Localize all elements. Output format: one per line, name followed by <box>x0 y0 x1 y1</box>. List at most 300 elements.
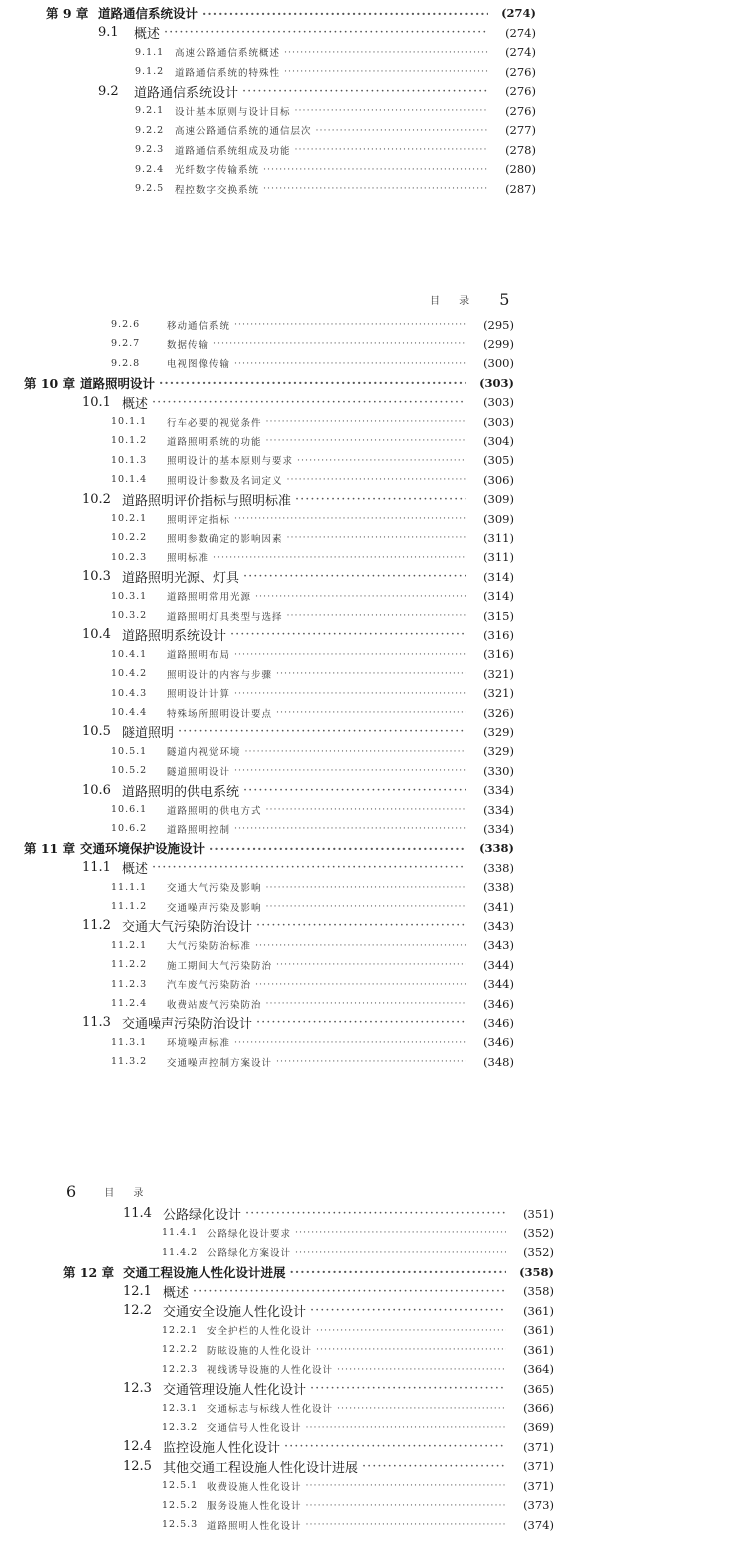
dot-leader <box>266 901 466 912</box>
dot-leader <box>295 105 488 116</box>
entry-page-number: (358) <box>519 1264 554 1279</box>
dot-leader <box>242 84 488 99</box>
entry-number: 11.1.2 <box>111 901 148 912</box>
entry-title: 照明标准 <box>167 553 210 565</box>
entry-page-number: (361) <box>523 1342 554 1357</box>
dot-leader <box>284 47 488 58</box>
toc-entry-sec[interactable] <box>82 568 514 586</box>
entry-title: 交通安全设施人性化设计 <box>163 1305 307 1321</box>
toc-entry-sub[interactable] <box>111 1033 514 1051</box>
entry-number: 11.2 <box>82 918 111 934</box>
entry-page-number: (364) <box>523 1362 554 1377</box>
entry-title: 照明评定指标 <box>167 514 231 526</box>
entry-number: 11.1.1 <box>111 881 148 893</box>
toc-entry-sub[interactable] <box>111 956 514 974</box>
toc-entry-sec[interactable] <box>98 24 536 42</box>
entry-page-number: (343) <box>483 918 514 933</box>
toc-entry-sec[interactable] <box>82 781 514 799</box>
dot-leader <box>287 532 466 543</box>
entry-title: 道路照明布局 <box>167 650 231 662</box>
entry-number: 9.2.6 <box>111 319 141 330</box>
entry-number: 10.2.2 <box>111 532 148 544</box>
dot-leader <box>266 804 466 815</box>
dot-leader <box>337 1364 506 1375</box>
entry-page-number: (369) <box>523 1420 554 1435</box>
dot-leader <box>243 783 466 798</box>
entry-number: 10.4.4 <box>111 707 148 718</box>
toc-entry-sec[interactable] <box>82 859 514 877</box>
entry-page-number: (278) <box>505 142 536 157</box>
entry-page-number: (374) <box>523 1517 554 1532</box>
entry-title: 隧道照明设计 <box>167 766 231 778</box>
dot-leader <box>297 455 466 466</box>
dot-leader <box>310 1381 506 1396</box>
entry-page-number: (338) <box>483 860 514 875</box>
toc-entry-sub[interactable] <box>111 471 514 489</box>
entry-title: 道路照明系统的功能 <box>167 436 262 448</box>
toc-entry-sub[interactable] <box>162 1321 554 1339</box>
dot-leader <box>234 513 466 524</box>
toc-entry-sub[interactable] <box>111 820 514 838</box>
dot-leader <box>276 707 466 718</box>
toc-entry-sec[interactable] <box>82 393 514 411</box>
dot-leader <box>276 959 466 970</box>
dot-leader <box>284 66 488 77</box>
toc-entry-sub[interactable] <box>111 762 514 780</box>
toc-entry-sub[interactable] <box>162 1341 554 1359</box>
toc-entry-sec[interactable] <box>123 1380 554 1398</box>
header-label: 目 录 <box>430 296 478 307</box>
entry-title: 隧道照明 <box>122 726 175 742</box>
entry-number: 10.4.3 <box>111 687 148 699</box>
entry-number: 第 9 章 <box>46 6 89 22</box>
toc-entry-sec[interactable] <box>123 1302 554 1320</box>
entry-number: 第 12 章 <box>63 1264 115 1280</box>
dot-leader <box>213 338 466 349</box>
entry-number: 第 11 章 <box>24 841 76 857</box>
entry-number: 第 10 章 <box>24 375 76 391</box>
entry-page-number: (330) <box>483 763 514 778</box>
toc-entry-sub[interactable] <box>111 316 514 334</box>
entry-title: 道路照明的供电方式 <box>167 805 262 817</box>
entry-title: 概述 <box>122 862 149 878</box>
entry-title: 照明设计的内容与步骤 <box>167 669 273 681</box>
dot-leader <box>234 1037 466 1048</box>
entry-title: 环境噪声标准 <box>167 1038 231 1050</box>
dot-leader <box>255 591 466 602</box>
toc-entry-sub[interactable] <box>111 645 514 663</box>
entry-page-number: (276) <box>505 103 536 118</box>
entry-title: 道路照明控制 <box>167 824 231 836</box>
entry-page-number: (305) <box>483 453 514 468</box>
dot-leader <box>245 746 466 757</box>
dot-leader <box>337 1403 506 1414</box>
toc-entry-sub[interactable] <box>111 936 514 954</box>
entry-page-number: (346) <box>483 1015 514 1030</box>
entry-number: 9.2.7 <box>111 338 141 350</box>
toc-entry-sub[interactable] <box>135 43 536 61</box>
entry-title: 视线诱导设施的人性化设计 <box>207 1365 334 1377</box>
entry-number: 11.4.2 <box>162 1246 199 1258</box>
entry-number: 12.3.1 <box>162 1402 199 1414</box>
toc-entry-chap[interactable] <box>24 374 514 392</box>
toc-entry-chap[interactable] <box>46 4 536 22</box>
toc-entry-sub[interactable] <box>135 180 536 198</box>
entry-number: 10.2.1 <box>111 513 148 524</box>
entry-number: 10.2.3 <box>111 551 148 563</box>
entry-page-number <box>492 0 536 1</box>
entry-number: 12.2.2 <box>162 1344 199 1356</box>
entry-title: 道路通信系统设计 <box>98 6 199 22</box>
toc-entry-sub[interactable] <box>111 801 514 819</box>
entry-page-number: (309) <box>483 511 514 526</box>
toc-entry-sub[interactable] <box>111 335 514 353</box>
toc-entry-sub[interactable] <box>111 548 514 566</box>
entry-title: 汽车废气污染防治 <box>167 980 252 992</box>
entry-page-number: (348) <box>483 1054 514 1069</box>
entry-number: 10.1 <box>82 394 111 410</box>
entry-title: 安全护栏的人性化设计 <box>207 1326 313 1338</box>
dot-leader <box>255 940 466 951</box>
dot-leader <box>245 1206 506 1221</box>
toc-entry-sub[interactable] <box>111 742 514 760</box>
entry-number: 9.1.1 <box>135 46 165 58</box>
dot-leader <box>287 474 466 485</box>
entry-title: 监控设施人性化设计 <box>163 1441 281 1457</box>
entry-page-number: (299) <box>483 336 514 351</box>
dot-leader <box>234 358 466 369</box>
dot-leader <box>362 1459 506 1474</box>
page-header <box>430 290 509 309</box>
entry-number: 11.2.2 <box>111 959 148 971</box>
dot-leader <box>234 765 466 776</box>
entry-title: 道路照明评价指标与照明标准 <box>122 493 292 509</box>
entry-title: 道路照明的供电系统 <box>122 784 240 800</box>
entry-title: 高速公路通信系统概述 <box>175 48 281 60</box>
entry-number: 10.5.1 <box>111 745 148 757</box>
toc-entry-sub[interactable] <box>111 413 514 431</box>
entry-page-number: (303) <box>483 414 514 429</box>
dot-leader <box>266 882 466 893</box>
entry-page-number: (276) <box>505 64 536 79</box>
toc-entry-sub[interactable] <box>135 102 536 120</box>
dot-leader <box>202 6 488 21</box>
entry-page-number: (344) <box>483 957 514 972</box>
entry-number: 10.6 <box>82 782 111 798</box>
entry-title: 施工期间大气污染防治 <box>167 960 273 972</box>
entry-page-number: (304) <box>483 433 514 448</box>
dot-leader <box>266 435 466 446</box>
entry-page-number: (371) <box>523 1439 554 1454</box>
entry-page-number: (295) <box>483 317 514 332</box>
entry-page-number: (316) <box>483 647 514 662</box>
entry-page-number: (309) <box>483 492 514 507</box>
toc-entry-sec[interactable] <box>123 1457 554 1475</box>
entry-page-number: (311) <box>483 550 514 565</box>
dot-leader <box>290 1264 506 1279</box>
toc-entry-sub[interactable] <box>111 995 514 1013</box>
entry-number: 9.2.4 <box>135 163 165 175</box>
entry-title: 大气污染防治标准 <box>167 941 252 953</box>
entry-page-number: (274) <box>501 6 536 21</box>
entry-number: 11.2.3 <box>111 978 148 990</box>
entry-number: 11.3.1 <box>111 1036 148 1048</box>
toc-entry-sec[interactable] <box>82 490 514 508</box>
toc-entry-sub[interactable] <box>135 0 536 3</box>
toc-entry-sub[interactable] <box>111 529 514 547</box>
toc-entry-sub[interactable] <box>111 684 514 702</box>
entry-page-number: (274) <box>505 25 536 40</box>
entry-title: 概述 <box>122 396 149 412</box>
toc-entry-sub[interactable] <box>135 141 536 159</box>
entry-page-number: (338) <box>483 880 514 895</box>
entry-page-number: (334) <box>483 802 514 817</box>
entry-number: 12.2 <box>123 1303 152 1319</box>
entry-number: 9.1.2 <box>135 66 165 78</box>
entry-page-number: (287) <box>505 181 536 196</box>
entry-page-number: (361) <box>523 1323 554 1338</box>
dot-leader <box>284 1439 506 1454</box>
dot-leader <box>306 1500 506 1511</box>
entry-title: 道路通信系统设计 <box>134 85 239 101</box>
entry-page-number: (303) <box>483 395 514 410</box>
dot-leader <box>263 164 488 175</box>
toc-entry-sub[interactable] <box>111 587 514 605</box>
toc-entry-sub[interactable] <box>111 975 514 993</box>
toc-entry-sub[interactable] <box>111 432 514 450</box>
entry-page-number: (351) <box>523 1206 554 1221</box>
entry-number: 10.1.3 <box>111 454 148 466</box>
dot-leader <box>276 668 466 679</box>
entry-number: 12.2.3 <box>162 1363 199 1375</box>
entry-number: 10.3 <box>82 569 111 585</box>
entry-title: 其他交通工程设施人性化设计进展 <box>163 1460 359 1476</box>
toc-entry-sub[interactable] <box>135 121 536 139</box>
entry-page-number: (311) <box>483 530 514 545</box>
entry-title: 交通工程设施人性化设计进展 <box>123 1264 286 1280</box>
entry-number: 11.3.2 <box>111 1056 148 1068</box>
entry-title: 照明设计参数及名词定义 <box>167 475 283 487</box>
dot-leader <box>295 144 488 155</box>
dot-leader <box>306 1519 506 1530</box>
toc-entry-sub[interactable] <box>162 1360 554 1378</box>
entry-title: 道路照明系统设计 <box>122 629 227 645</box>
toc-entry-sub[interactable] <box>162 1516 554 1534</box>
toc-entry-sub[interactable] <box>111 510 514 528</box>
dot-leader <box>306 1480 506 1491</box>
dot-leader <box>230 627 466 642</box>
entry-title: 交通管理设施人性化设计 <box>163 1383 307 1399</box>
toc-entry-sec[interactable] <box>82 626 514 644</box>
dot-leader <box>316 1325 506 1336</box>
entry-page-number: (300) <box>483 356 514 371</box>
dot-leader <box>316 1344 506 1355</box>
dot-leader <box>306 1422 506 1433</box>
entry-page-number: (352) <box>523 1245 554 1260</box>
entry-title: 道路通信系统组成及功能 <box>175 145 291 157</box>
entry-number: 9.2.3 <box>135 144 165 156</box>
entry-page-number: (315) <box>483 608 514 623</box>
entry-page-number: (277) <box>505 123 536 138</box>
entry-title: 光纤数字传输系统 <box>175 165 260 177</box>
toc-entry-sub[interactable] <box>135 63 536 81</box>
entry-title: 高速公路通信系统的通信层次 <box>175 126 312 138</box>
entry-title: 交通噪声污染防治设计 <box>122 1017 253 1033</box>
entry-number: 9.2.8 <box>111 357 141 369</box>
toc-entry-sub[interactable] <box>111 704 514 722</box>
entry-title: 概述 <box>163 1285 190 1301</box>
entry-title: 照明参数确定的影响因素 <box>167 533 283 545</box>
entry-page-number: (352) <box>523 1225 554 1240</box>
entry-title: 数据传输 <box>167 339 210 351</box>
toc-entry-sub[interactable] <box>162 1399 554 1417</box>
entry-page-number: (358) <box>523 1284 554 1299</box>
entry-page-number: (371) <box>523 1459 554 1474</box>
entry-page-number: (329) <box>483 724 514 739</box>
dot-leader <box>295 1247 506 1258</box>
entry-title: 概述 <box>134 27 161 43</box>
toc-entry-sub[interactable] <box>111 898 514 916</box>
entry-page-number: (334) <box>483 821 514 836</box>
entry-number: 10.5.2 <box>111 765 148 777</box>
entry-title: 道路照明常用光源 <box>167 592 252 604</box>
dot-leader <box>234 688 466 699</box>
entry-title: 交通环境保护设施设计 <box>80 841 206 857</box>
entry-page-number: (371) <box>523 1478 554 1493</box>
entry-number: 11.4.1 <box>162 1227 199 1239</box>
entry-number: 10.5 <box>82 724 111 740</box>
toc-page-6 <box>0 1170 750 1546</box>
entry-title: 道路照明设计 <box>80 375 156 391</box>
entry-title: 公路绿化设计要求 <box>207 1228 292 1240</box>
toc-entry-sub[interactable] <box>162 1496 554 1514</box>
entry-page-number: (326) <box>483 705 514 720</box>
toc-page-5 <box>0 280 750 1100</box>
entry-page-number: (274) <box>505 45 536 60</box>
entry-number: 9.2.1 <box>135 105 165 117</box>
dot-leader <box>263 183 488 194</box>
entry-page-number: (314) <box>483 589 514 604</box>
entry-number: 9.2 <box>98 83 119 99</box>
entry-title: 交通大气污染防治设计 <box>122 920 253 936</box>
toc-entry-sub[interactable] <box>111 607 514 625</box>
entry-title: 道路照明人性化设计 <box>207 1520 302 1532</box>
toc-entry-sub[interactable] <box>111 1053 514 1071</box>
entry-title: 防眩设施的人性化设计 <box>207 1345 313 1357</box>
entry-title: 照明设计的基本原则与要求 <box>167 456 294 468</box>
toc-entry-sub[interactable] <box>162 1243 554 1261</box>
entry-title: 程控数字交换系统 <box>175 184 260 196</box>
dot-leader <box>152 395 466 410</box>
entry-title: 行车必要的视觉条件 <box>167 417 262 429</box>
toc-entry-sub[interactable] <box>111 878 514 896</box>
entry-number: 12.4 <box>123 1439 152 1455</box>
entry-title: 收费设施人性化设计 <box>207 1481 302 1493</box>
dot-leader <box>255 979 466 990</box>
entry-number: 11.1 <box>82 860 111 876</box>
entry-title: 移动通信系统 <box>167 320 231 332</box>
entry-page-number: (276) <box>505 84 536 99</box>
toc-entry-sub[interactable] <box>111 354 514 372</box>
entry-page-number: (303) <box>479 375 514 390</box>
entry-page-number: (343) <box>483 938 514 953</box>
entry-title: 公路绿化方案设计 <box>207 1248 292 1260</box>
entry-number: 10.1.1 <box>111 416 148 427</box>
entry-number: 10.3.1 <box>111 590 148 602</box>
entry-title: 交通大气污染及影响 <box>167 883 262 895</box>
entry-number: 11.2.1 <box>111 939 148 951</box>
toc-entry-sub[interactable] <box>162 1477 554 1495</box>
entry-page-number: (321) <box>483 666 514 681</box>
toc-entry-sub[interactable] <box>135 160 536 178</box>
entry-page-number: (366) <box>523 1401 554 1415</box>
toc-entry-chap[interactable] <box>63 1263 554 1281</box>
entry-title: 交通标志与标线人性化设计 <box>207 1404 334 1415</box>
entry-title: 隧道内视觉环境 <box>167 747 241 759</box>
dot-leader <box>234 319 466 330</box>
toc-entry-sub[interactable] <box>111 665 514 683</box>
entry-title <box>175 0 217 1</box>
dot-leader <box>243 569 466 584</box>
toc-entry-sec[interactable] <box>82 1014 514 1032</box>
dot-leader <box>234 649 466 660</box>
entry-number: 9.2.2 <box>135 124 165 136</box>
dot-leader <box>295 492 466 507</box>
entry-page-number: (338) <box>479 841 514 856</box>
entry-number: 12.5.3 <box>162 1519 199 1531</box>
entry-number: 11.4 <box>123 1206 152 1221</box>
toc-entry-sec[interactable] <box>123 1205 554 1223</box>
page-number: 5 <box>499 290 510 309</box>
toc-entry-sub[interactable] <box>111 451 514 469</box>
entry-page-number: (373) <box>523 1498 554 1513</box>
dot-leader <box>193 1284 506 1299</box>
dot-leader <box>159 375 466 390</box>
toc-entry-sec[interactable] <box>123 1282 554 1300</box>
entry-page-number: (334) <box>483 783 514 798</box>
toc-entry-sec[interactable] <box>123 1438 554 1456</box>
entry-page-number: (346) <box>483 996 514 1011</box>
dot-leader <box>316 125 488 136</box>
entry-title: 道路照明灯具类型与选择 <box>167 611 283 623</box>
entry-number: 12.2.1 <box>162 1324 199 1336</box>
toc-entry-sub[interactable] <box>162 1418 554 1436</box>
dot-leader <box>295 1227 506 1238</box>
page-number: 6 <box>66 1182 77 1201</box>
page-header <box>66 1182 151 1201</box>
entry-number: 12.3.2 <box>162 1421 199 1433</box>
entry-number: 12.3 <box>123 1381 152 1397</box>
entry-number: 10.6.1 <box>111 804 148 815</box>
toc-entry-sec[interactable] <box>98 82 536 100</box>
dot-leader <box>310 1303 506 1318</box>
entry-title: 电视图像传输 <box>167 359 231 371</box>
toc-entry-sec[interactable] <box>82 723 514 741</box>
toc-entry-chap[interactable] <box>24 839 514 857</box>
entry-title: 交通信号人性化设计 <box>207 1423 302 1435</box>
entry-number: 11.2.4 <box>111 998 148 1009</box>
entry-number: 11.3 <box>82 1015 111 1031</box>
entry-number: 10.4.2 <box>111 668 148 680</box>
dot-leader <box>256 918 466 933</box>
entry-page-number: (344) <box>483 977 514 992</box>
toc-entry-sub[interactable] <box>162 1224 554 1242</box>
entry-number: 10.3.2 <box>111 610 148 621</box>
toc-entry-sec[interactable] <box>82 917 514 935</box>
dot-leader <box>209 841 466 856</box>
entry-number: 10.1.2 <box>111 435 148 447</box>
entry-number: 12.1 <box>123 1283 152 1299</box>
